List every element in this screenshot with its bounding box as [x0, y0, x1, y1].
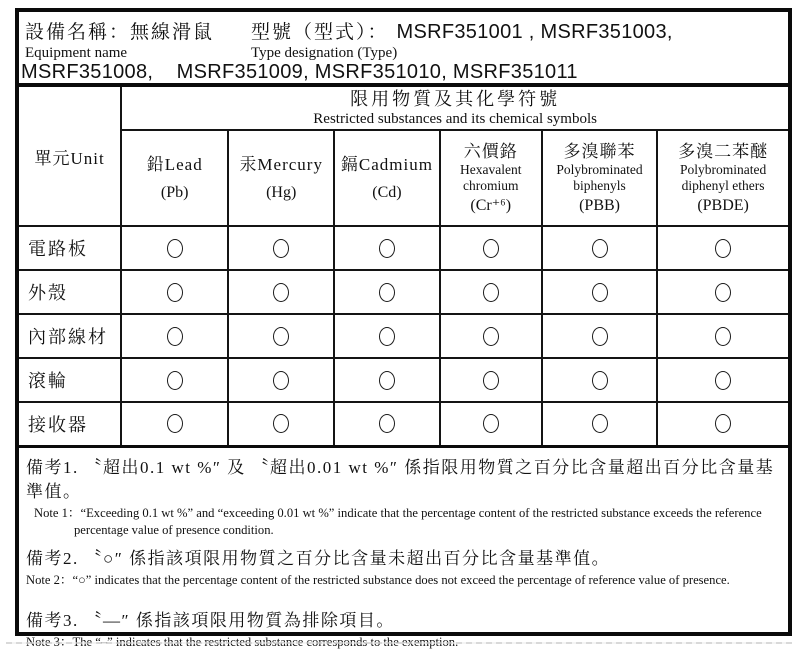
column-header-hexavalent-chromium [440, 130, 542, 226]
compliance-mark-cell [228, 358, 334, 402]
group-header-cell [121, 85, 788, 130]
table-row-receiver [19, 402, 788, 446]
row-label: 外殼 [19, 270, 121, 314]
table-row-housing [19, 270, 788, 314]
circle-mark [592, 283, 608, 302]
column-header-pbde [657, 130, 788, 226]
circle-mark [379, 327, 395, 346]
type-designation-en: Type designation (Type) [251, 45, 398, 61]
header-line-2 [25, 45, 788, 62]
circle-mark [483, 327, 499, 346]
compliance-mark-cell [440, 270, 542, 314]
column-symbol: (Cr⁺⁶) [470, 196, 512, 214]
notes-section [19, 448, 788, 651]
compliance-mark-cell [228, 226, 334, 270]
compliance-mark-cell [121, 402, 228, 446]
circle-mark [379, 239, 395, 258]
compliance-mark-cell [440, 314, 542, 358]
circle-mark [379, 283, 395, 302]
table-row-internal-wiring [19, 314, 788, 358]
column-header-row [19, 130, 788, 226]
column-symbol: (Cd) [372, 183, 402, 201]
note1-en: Note 1：“Exceeding 0.1 wt %” and “exceeding 0.01 wt %” indicate that the percentage content of the restricted substance exceeds the reference percentage value of presence condition. [34, 505, 762, 537]
circle-mark [592, 371, 608, 390]
circle-mark [715, 371, 731, 390]
circle-mark [167, 283, 183, 302]
compliance-mark-cell [657, 358, 788, 402]
compliance-mark-cell [657, 402, 788, 446]
compliance-mark-cell [334, 402, 439, 446]
column-header-mercury [228, 130, 334, 226]
compliance-mark-cell [542, 402, 657, 446]
circle-mark [592, 414, 608, 433]
column-symbol: (PBB) [579, 196, 620, 214]
circle-mark [167, 239, 183, 258]
restricted-substances-table [19, 83, 788, 448]
circle-mark [273, 239, 289, 258]
row-label: 滾輪 [19, 358, 121, 402]
column-header-pbb [542, 130, 657, 226]
circle-mark [167, 371, 183, 390]
circle-mark [167, 414, 183, 433]
column-title: 多溴二苯醚 [678, 141, 769, 161]
circle-mark [379, 371, 395, 390]
model-numbers-line1: MSRF351001 , MSRF351003, [396, 21, 673, 43]
compliance-mark-cell [542, 270, 657, 314]
table-row-scroll-wheel [19, 358, 788, 402]
circle-mark [715, 239, 731, 258]
compliance-mark-cell [334, 314, 439, 358]
column-symbol: (Hg) [266, 183, 297, 201]
compliance-mark-cell [121, 270, 228, 314]
compliance-mark-cell [542, 314, 657, 358]
note2-zh: 備考2. 〝○″ 係指該項限用物質之百分比含量未超出百分比含量基準值。 [26, 548, 611, 568]
note1-zh: 備考1. 〝超出0.1 wt %″ 及 〝超出0.01 wt %″ 係指限用物質之百分比含量超出百分比含量基準值。 [26, 457, 775, 501]
circle-mark [273, 414, 289, 433]
circle-mark [483, 371, 499, 390]
column-title: 鉛Lead [146, 154, 203, 174]
document-header [19, 12, 788, 83]
compliance-mark-cell [440, 402, 542, 446]
scan-artifact-line [6, 642, 792, 644]
unit-header-cell: 單元Unit [19, 85, 121, 226]
column-header-cadmium [334, 130, 439, 226]
circle-mark [715, 414, 731, 433]
model-numbers-line2: MSRF351008, MSRF351009, MSRF351010, MSRF351011 [21, 61, 578, 83]
type-designation-zh: 型號（型式）： [251, 22, 389, 43]
table-row-circuit-board [19, 226, 788, 270]
compliance-mark-cell [542, 226, 657, 270]
compliance-mark-cell [657, 226, 788, 270]
group-header-en: Restricted substances and its chemical symbols [313, 111, 597, 127]
compliance-mark-cell [121, 226, 228, 270]
compliance-mark-cell [334, 270, 439, 314]
circle-mark [273, 371, 289, 390]
circle-mark [167, 327, 183, 346]
circle-mark [483, 239, 499, 258]
column-header-lead [121, 130, 228, 226]
circle-mark [273, 327, 289, 346]
column-title: 鎘Cadmium [340, 154, 433, 174]
row-label: 電路板 [19, 226, 121, 270]
circle-mark [483, 283, 499, 302]
column-title: 六價鉻 [463, 141, 518, 161]
circle-mark [715, 283, 731, 302]
note3-zh: 備考3. 〝—″ 係指該項限用物質為排除項目。 [26, 610, 395, 630]
compliance-mark-cell [228, 402, 334, 446]
column-symbol: (PBDE) [697, 196, 749, 214]
circle-mark [592, 239, 608, 258]
compliance-mark-cell [121, 358, 228, 402]
group-header-zh: 限用物質及其化學符號 [350, 89, 561, 109]
compliance-mark-cell [228, 270, 334, 314]
compliance-mark-cell [228, 314, 334, 358]
column-title: 汞Mercury [239, 154, 323, 174]
circle-mark [379, 414, 395, 433]
column-subtitle: Polybrominated diphenyl ethers [679, 161, 767, 193]
column-symbol: (Pb) [160, 183, 189, 201]
compliance-mark-cell [657, 270, 788, 314]
compliance-mark-cell [657, 314, 788, 358]
header-line-1 [25, 17, 788, 44]
note2-en: Note 2：“○” indicates that the percentage content of the restricted substance does not exceed the percentage of reference value of presence. [26, 572, 730, 587]
column-title: 多溴聯苯 [563, 141, 636, 161]
compliance-mark-cell [121, 314, 228, 358]
compliance-mark-cell [440, 358, 542, 402]
column-subtitle: Hexavalent chromium [460, 161, 522, 193]
circle-mark [592, 327, 608, 346]
equipment-name-en: Equipment name [25, 45, 128, 61]
compliance-mark-cell [440, 226, 542, 270]
circle-mark [715, 327, 731, 346]
compliance-mark-cell [542, 358, 657, 402]
row-label: 接收器 [19, 402, 121, 446]
equipment-name-zh: 設備名稱：無線滑鼠 [25, 22, 215, 43]
compliance-mark-cell [334, 358, 439, 402]
compliance-mark-cell [334, 226, 439, 270]
row-label: 內部線材 [19, 314, 121, 358]
circle-mark [483, 414, 499, 433]
rohs-declaration-document [15, 8, 792, 636]
header-line-3 [21, 62, 788, 84]
circle-mark [273, 283, 289, 302]
column-subtitle: Polybrominated biphenyls [556, 161, 643, 193]
group-header-row [19, 85, 788, 130]
